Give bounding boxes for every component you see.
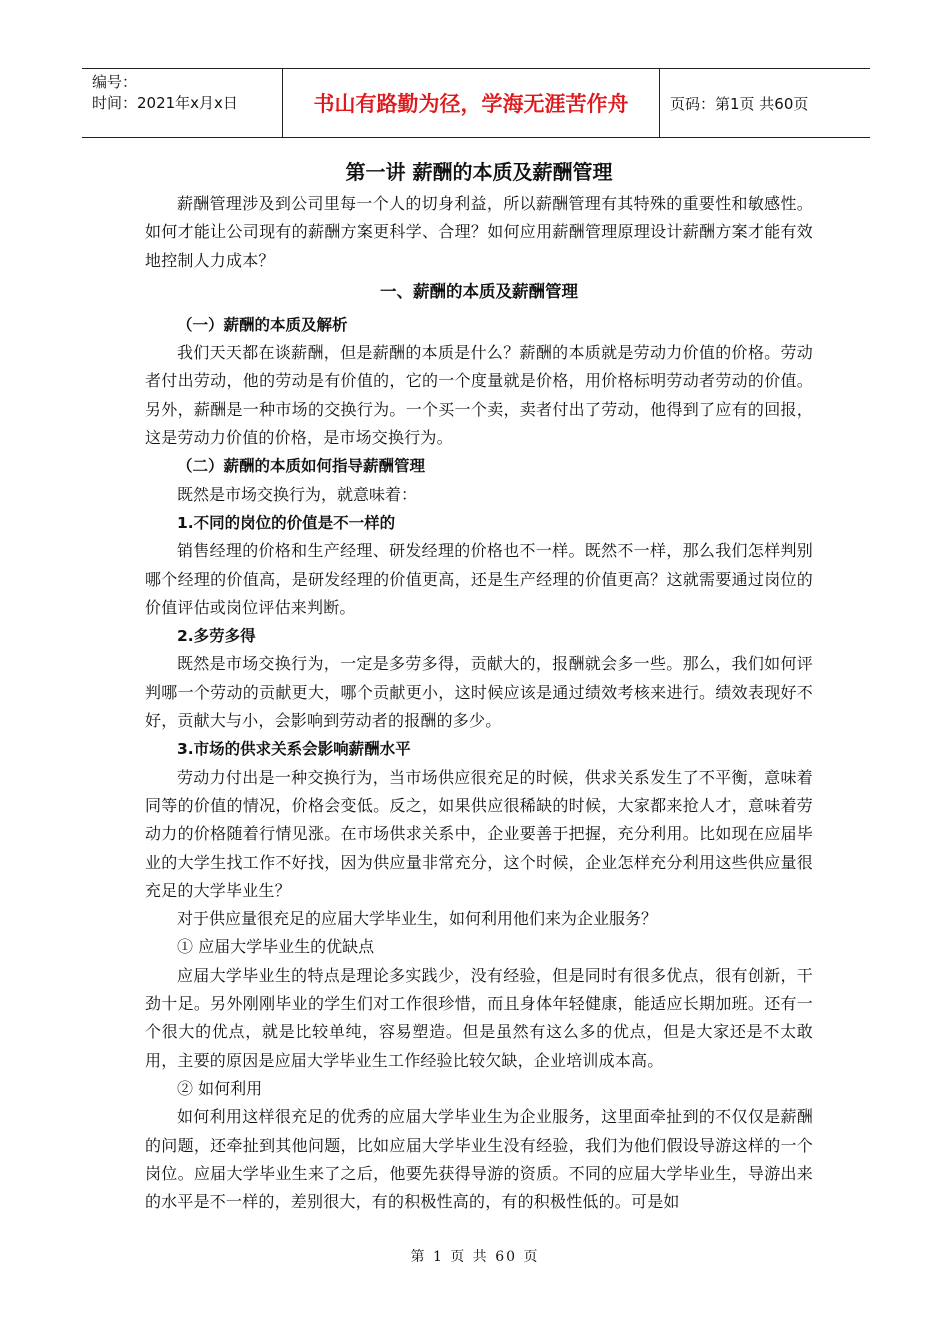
header-number-label: 编号： <box>92 73 138 91</box>
document-header <box>82 68 870 138</box>
point-3-paragraph: 劳动力付出是一种交换行为，当市场供应很充足的时候，供求关系发生了不平衡，意味着同等的价值的情况，价格会变低。反之，如果供应很稀缺的时候，大家都来抢人才，意味着劳动力的价格随着行情见涨。在市场供求关系中，企业要善于把握，充分利用。比如现在应届毕业的大学生找工作不好找，因为供应量非常充分，这个时候，企业怎样充分利用这些供应量很充足的大学毕业生？ <box>145 767 813 900</box>
document-body <box>145 156 813 1216</box>
point-2-paragraph: 既然是市场交换行为，一定是多劳多得，贡献大的，报酬就会多一些。那么，我们如何评判哪一个劳动的贡献更大，哪个贡献更小，这时候应该是通过绩效考核来进行。绩效表现好不好，贡献大与小，会影响到劳动者的报酬的多少。 <box>145 654 813 731</box>
page-footer: 第 1 页 共 60 页 <box>410 1249 540 1265</box>
point-1-paragraph: 销售经理的价格和生产经理、研发经理的价格也不一样。既然不一样，那么我们怎样判别哪个经理的价值高，是研发经理的价值更高，还是生产经理的价值更高？这就需要通过岗位的价值评估或岗位评估来判断。 <box>145 541 813 617</box>
subsection-1-paragraph: 我们天天都在谈薪酬，但是薪酬的本质是什么？薪酬的本质就是劳动力价值的价格。劳动者付出劳动，他的劳动是有价值的，它的一个度量就是价格，用价格标明劳动者劳动的价值。另外，薪酬是一种市场的交换行为。一个买一个卖，卖者付出了劳动，他得到了应有的回报，这是劳动力价值的价格，是市场交换行为。 <box>145 343 813 448</box>
circle-1-paragraph: 应届大学毕业生的特点是理论多实践少，没有经验，但是同时有很多优点，很有创新，干劲十足。另外刚刚毕业的学生们对工作很珍惜，而且身体年轻健康，能适应长期加班。还有一个很大的优点，就是比较单纯，容易塑造。但是虽然有这么多的优点，但是大家还是不太敢用，主要的原因是应届大学毕业生工作经验比较欠缺，企业培训成本高。 <box>145 965 813 1070</box>
point-heading-3: 3.市场的供求关系会影响薪酬水平 <box>177 740 411 759</box>
subsection-heading-2: （二）薪酬的本质如何指导薪酬管理 <box>177 457 426 476</box>
header-motto: 书山有路勤为径，学海无涯苦作舟 <box>282 69 660 137</box>
intro-paragraph: 薪酬管理涉及到公司里每一个人的切身利益，所以薪酬管理有其特殊的重要性和敏感性。如何才能让公司现有的薪酬方案更科学、合理？如何应用薪酬管理原理设计薪酬方案才能有效地控制人力成本？ <box>145 194 813 270</box>
point-heading-1: 1.不同的岗位的价值是不一样的 <box>177 513 396 532</box>
header-date-label: 时间：2021年x月x日 <box>92 94 238 112</box>
circle-heading-1: ① 应届大学毕业生的优缺点 <box>177 937 375 957</box>
circle-2-paragraph: 如何利用这样很充足的优秀的应届大学毕业生为企业服务，这里面牵扯到的不仅仅是薪酬的问题，还牵扯到其他问题，比如应届大学毕业生没有经验，我们为他们假设导游这样的一个岗位。应届大学毕业生来了之后，他要先获得导游的资质。不同的应届大学毕业生，导游出来的水平是不一样的，差别很大，有的积极性高的，有的积极性低的。可是如 <box>145 1107 813 1212</box>
subsection-2-lead: 既然是市场交换行为，就意味着： <box>177 484 418 504</box>
question-line: 对于供应量很充足的应届大学毕业生，如何利用他们来为企业服务？ <box>177 909 658 929</box>
header-page-info: 页码：第1页 共60页 <box>670 94 809 113</box>
subsection-heading-1: （一）薪酬的本质及解析 <box>177 315 348 334</box>
circle-heading-2: ② 如何利用 <box>177 1078 263 1098</box>
lecture-title: 第一讲 薪酬的本质及薪酬管理 <box>345 160 613 184</box>
section-heading-1: 一、薪酬的本质及薪酬管理 <box>380 281 578 301</box>
header-meta <box>82 69 282 137</box>
point-heading-2: 2.多劳多得 <box>177 627 256 646</box>
